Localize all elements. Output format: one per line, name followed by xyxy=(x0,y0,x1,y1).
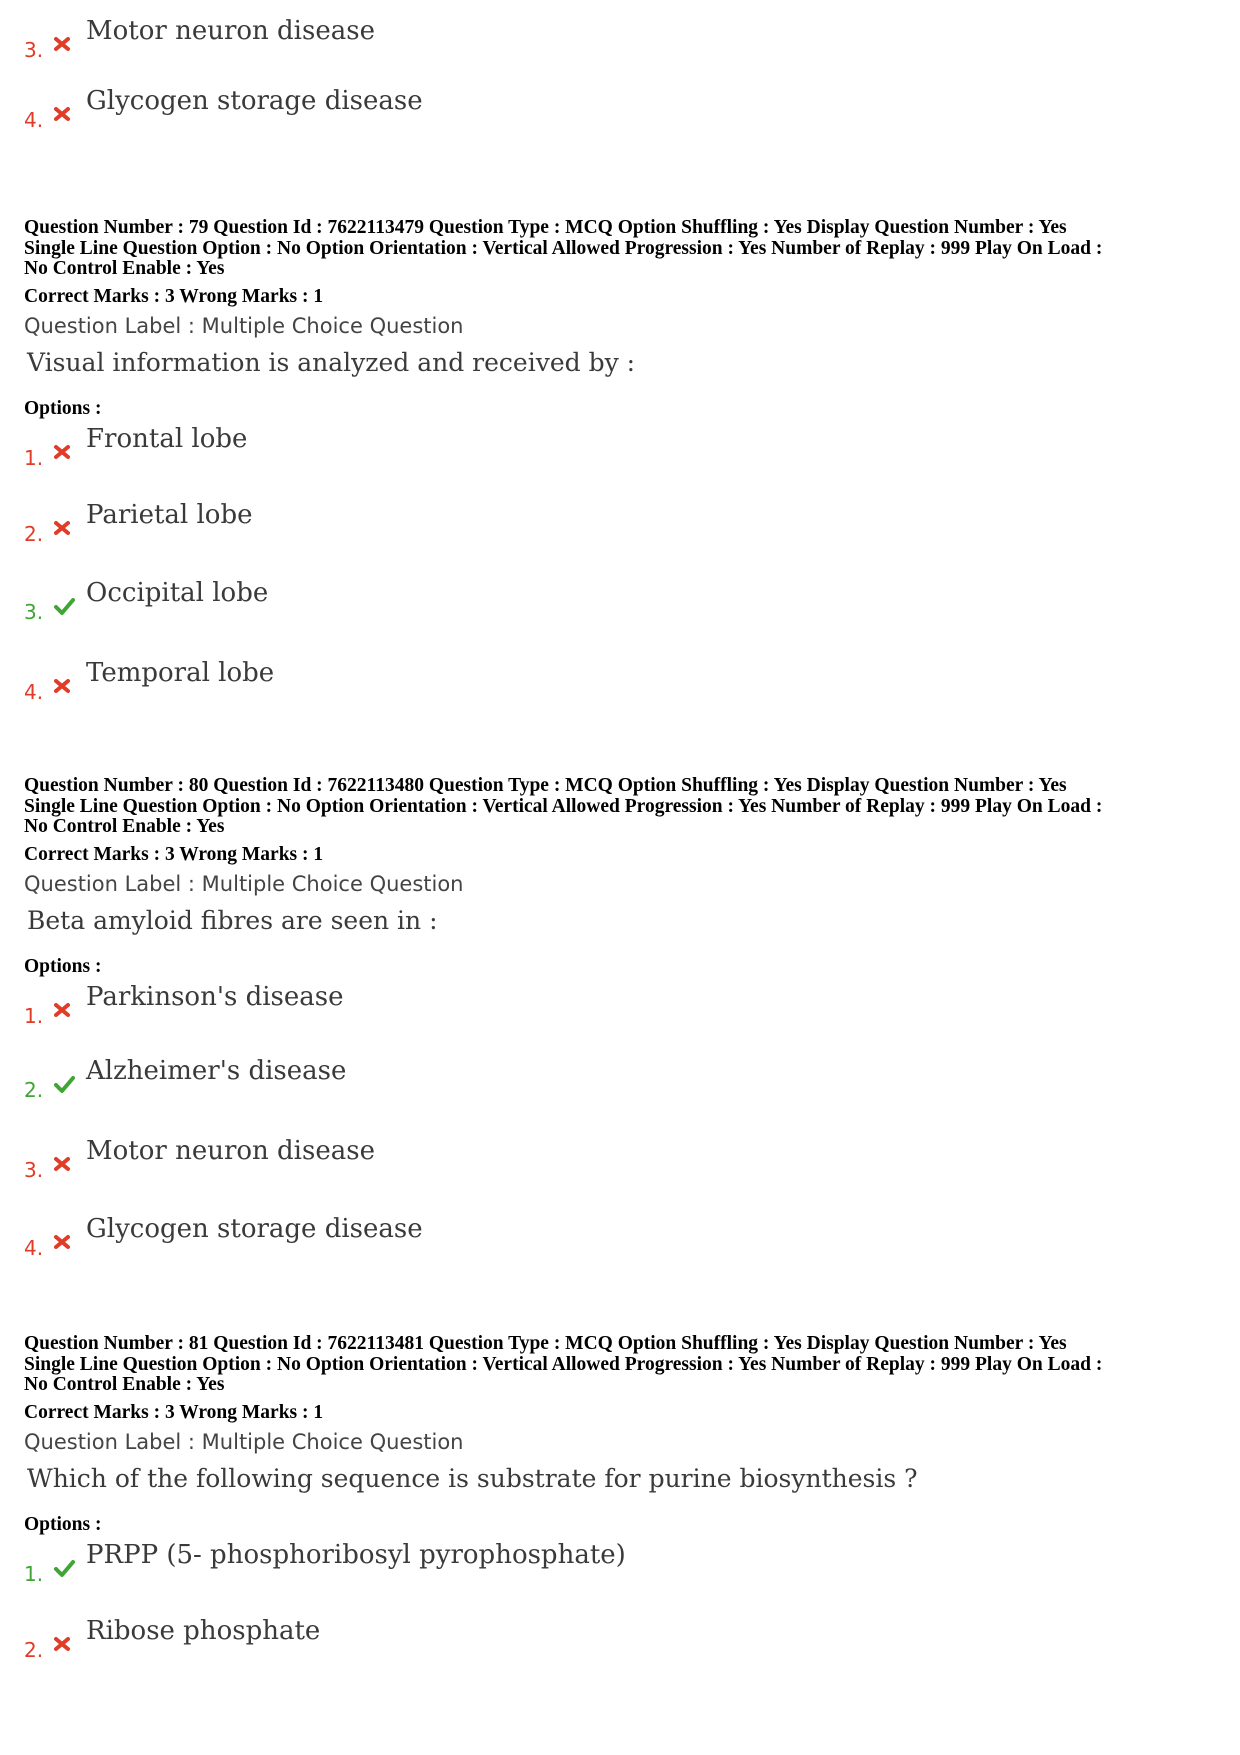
cross-icon xyxy=(52,34,72,54)
cross-icon xyxy=(52,442,72,462)
option-text: Temporal lobe xyxy=(86,658,275,688)
cross-icon xyxy=(52,1232,72,1252)
meta-line: Single Line Question Option : No Option Orientation : Vertical Allowed Progression : Yes Number of Replay : 999 Play On Load : xyxy=(24,237,1103,259)
option-number: 1. xyxy=(24,446,44,470)
option-text: Motor neuron disease xyxy=(86,1136,375,1166)
cross-icon xyxy=(52,1154,72,1174)
option-number: 2. xyxy=(24,1638,44,1662)
meta-line: Single Line Question Option : No Option Orientation : Vertical Allowed Progression : Yes Number of Replay : 999 Play On Load : xyxy=(24,1353,1103,1375)
question-text: Visual information is analyzed and received by : xyxy=(27,348,636,377)
option-number: 3. xyxy=(24,600,44,624)
meta-line: No Control Enable : Yes xyxy=(24,816,225,837)
cross-icon xyxy=(52,1000,72,1020)
meta-line: Question Number : 80 Question Id : 7622113480 Question Type : MCQ Option Shuffling : Yes Display Question Number : Yes xyxy=(24,775,1067,796)
meta-line: Question Number : 79 Question Id : 7622113479 Question Type : MCQ Option Shuffling : Yes Display Question Number : Yes xyxy=(24,217,1067,238)
option-text: Alzheimer's disease xyxy=(86,1056,347,1086)
option-number: 1. xyxy=(24,1562,44,1586)
option-number: 4. xyxy=(24,108,44,132)
question-meta xyxy=(24,776,1224,838)
option-text: Occipital lobe xyxy=(86,578,269,608)
option-number: 4. xyxy=(24,680,44,704)
question-label: Question Label : Multiple Choice Question xyxy=(24,1430,464,1454)
meta-line: Single Line Question Option : No Option Orientation : Vertical Allowed Progression : Yes Number of Replay : 999 Play On Load : xyxy=(24,795,1103,817)
marks-info: Correct Marks : 3 Wrong Marks : 1 xyxy=(24,844,324,865)
option-number: 1. xyxy=(24,1004,44,1028)
option-text: PRPP (5- phosphoribosyl pyrophosphate) xyxy=(86,1540,626,1570)
cross-icon xyxy=(52,676,72,696)
option-number: 4. xyxy=(24,1236,44,1260)
cross-icon xyxy=(52,1634,72,1654)
option-text: Glycogen storage disease xyxy=(86,86,423,116)
meta-line: No Control Enable : Yes xyxy=(24,258,225,279)
check-icon xyxy=(52,1074,76,1094)
option-text: Glycogen storage disease xyxy=(86,1214,423,1244)
question-label: Question Label : Multiple Choice Question xyxy=(24,872,464,896)
options-label: Options : xyxy=(24,1514,102,1535)
option-text: Frontal lobe xyxy=(86,424,248,454)
option-number: 3. xyxy=(24,1158,44,1182)
question-meta xyxy=(24,218,1224,280)
option-text: Parietal lobe xyxy=(86,500,253,530)
option-text: Parkinson's disease xyxy=(86,982,344,1012)
marks-info: Correct Marks : 3 Wrong Marks : 1 xyxy=(24,286,324,307)
option-text: Ribose phosphate xyxy=(86,1616,321,1646)
option-number: 2. xyxy=(24,522,44,546)
marks-info: Correct Marks : 3 Wrong Marks : 1 xyxy=(24,1402,324,1423)
question-label: Question Label : Multiple Choice Question xyxy=(24,314,464,338)
meta-line: Question Number : 81 Question Id : 7622113481 Question Type : MCQ Option Shuffling : Yes Display Question Number : Yes xyxy=(24,1333,1067,1354)
option-number: 3. xyxy=(24,38,44,62)
question-meta xyxy=(24,1334,1224,1396)
options-label: Options : xyxy=(24,398,102,419)
question-text: Which of the following sequence is substrate for purine biosynthesis ? xyxy=(27,1464,918,1493)
cross-icon xyxy=(52,518,72,538)
option-number: 2. xyxy=(24,1078,44,1102)
question-text: Beta amyloid fibres are seen in : xyxy=(27,906,438,935)
cross-icon xyxy=(52,104,72,124)
option-text: Motor neuron disease xyxy=(86,16,375,46)
options-label: Options : xyxy=(24,956,102,977)
check-icon xyxy=(52,596,76,616)
check-icon xyxy=(52,1558,76,1578)
meta-line: No Control Enable : Yes xyxy=(24,1374,225,1395)
